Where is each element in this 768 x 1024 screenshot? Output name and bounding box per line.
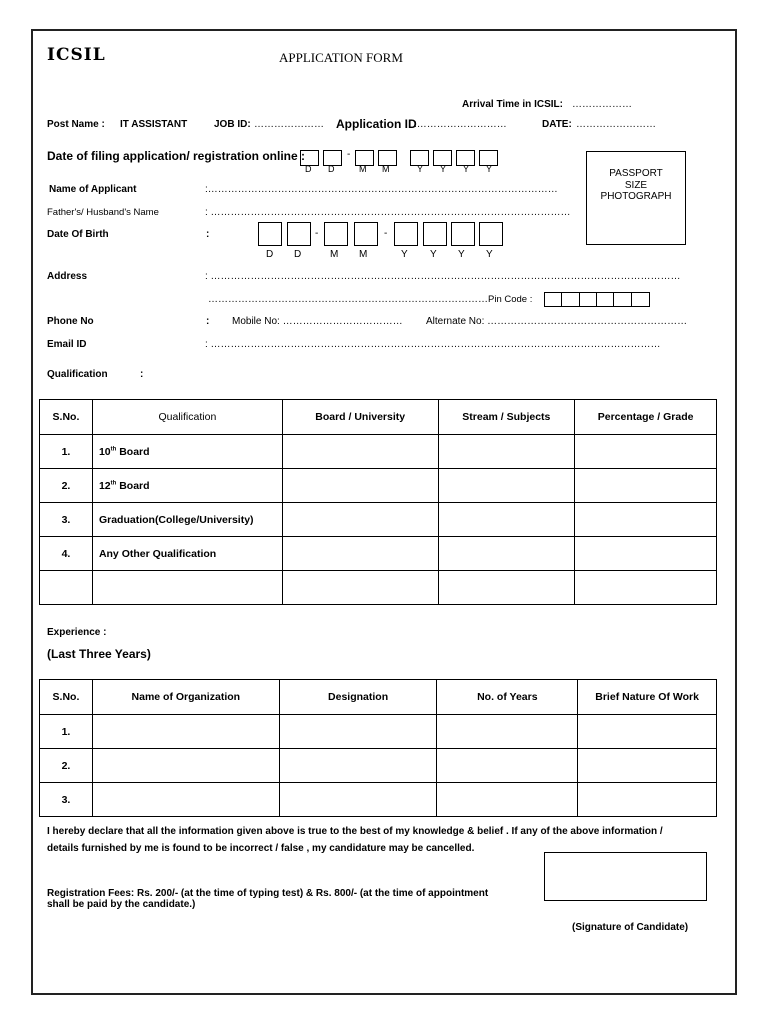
dob-year-hint-4: Y (486, 249, 493, 260)
qual-sno: 4. (40, 537, 93, 571)
photo-label-3: PHOTOGRAPH (600, 191, 672, 202)
table-row (40, 749, 717, 783)
qual-grade-cell[interactable] (575, 435, 717, 469)
date-field[interactable]: …………………… (576, 119, 656, 130)
exp-designation-cell[interactable] (279, 715, 437, 749)
photo-label-2: SIZE (624, 180, 648, 191)
exp-designation-cell[interactable] (279, 783, 437, 817)
dob-month-hint-2: M (359, 249, 368, 260)
exp-sno: 3. (40, 783, 93, 817)
qual-grade-cell[interactable] (575, 571, 717, 605)
dob-month-box-2[interactable] (354, 222, 378, 246)
exp-header-designation: Designation (279, 680, 437, 715)
filing-year-hint-3: Y (463, 164, 470, 174)
dob-dash-2: - (384, 228, 388, 239)
qual-name-sup: th (110, 446, 117, 452)
mobile-field[interactable]: Mobile No: ……………………………… (232, 316, 403, 327)
qual-sno: 1. (40, 435, 93, 469)
filing-month-hint-2: M (382, 164, 390, 174)
alternate-field[interactable]: Alternate No: …………………………………………………… (426, 316, 688, 327)
qualification-colon: : (140, 369, 144, 380)
table-row (40, 783, 717, 817)
dob-year-hint-1: Y (401, 249, 408, 260)
dob-day-hint-1: D (266, 249, 274, 260)
dob-year-hint-3: Y (458, 249, 465, 260)
photo-label-1: PASSPORT (609, 168, 663, 179)
exp-sno: 2. (40, 749, 93, 783)
email-label: Email ID (47, 339, 87, 350)
qual-header-sno: S.No. (40, 400, 93, 435)
email-field[interactable]: : ……………………………………………………………………………………………………………………… (205, 339, 661, 350)
dob-day-box-2[interactable] (287, 222, 311, 246)
exp-header-work: Brief Nature Of Work (578, 680, 717, 715)
qual-name (92, 503, 282, 537)
qual-header-board: Board / University (282, 400, 438, 435)
exp-header-years: No. of Years (437, 680, 578, 715)
signature-box[interactable] (544, 852, 707, 901)
exp-work-cell[interactable] (578, 783, 717, 817)
exp-work-cell[interactable] (578, 715, 717, 749)
qual-name-text: Graduation(College/University) (98, 513, 254, 526)
filing-year-hint-4: Y (486, 164, 493, 174)
fees-line-1: Registration Fees: Rs. 200/- (at the time of typing test) & Rs. 800/- (at the time of appointment (47, 888, 489, 899)
table-row (40, 537, 717, 571)
exp-org-cell[interactable] (92, 715, 279, 749)
qual-sno: 2. (40, 469, 93, 503)
qual-board-cell[interactable] (282, 503, 438, 537)
table-row (40, 503, 717, 537)
filing-dash-1: - (347, 149, 351, 160)
exp-work-cell[interactable] (578, 749, 717, 783)
qual-header-stream: Stream / Subjects (438, 400, 575, 435)
phone-colon: : (206, 316, 210, 327)
filing-year-hint-2: Y (440, 164, 447, 174)
address-label: Address (47, 271, 88, 282)
qual-grade-cell[interactable] (575, 469, 717, 503)
applicant-name-label: Name of Applicant (49, 184, 137, 195)
dob-year-box-2[interactable] (423, 222, 447, 246)
dob-year-box-3[interactable] (451, 222, 475, 246)
qual-name-suffix: Board (116, 479, 150, 492)
dob-dash-1: - (315, 228, 319, 239)
qual-stream-cell[interactable] (438, 503, 575, 537)
qual-name-suffix: Board (116, 445, 150, 458)
qualification-header-row (40, 400, 717, 435)
dob-month-box-1[interactable] (324, 222, 348, 246)
job-id-field[interactable]: ………………… (254, 119, 324, 130)
father-name-field[interactable]: : ……………………………………………………………………………………………… (205, 207, 571, 218)
qual-sno: 3. (40, 503, 93, 537)
exp-years-cell[interactable] (437, 715, 578, 749)
qual-name (92, 537, 282, 571)
dob-label: Date Of Birth (47, 229, 109, 240)
qual-grade-cell[interactable] (575, 503, 717, 537)
table-row (40, 469, 717, 503)
qual-header-percentage: Percentage / Grade (575, 400, 717, 435)
qual-board-cell[interactable] (282, 435, 438, 469)
qual-stream-cell[interactable] (438, 537, 575, 571)
page-title: APPLICATION FORM (279, 50, 403, 65)
experience-header-row (40, 680, 717, 715)
qual-grade-cell[interactable] (575, 537, 717, 571)
address-field-2[interactable]: ………………………………………………………………………… (208, 294, 488, 305)
logo: ICSIL (47, 45, 106, 65)
qual-board-cell[interactable] (282, 469, 438, 503)
declaration-line-2: details furnished by me is found to be incorrect / false , my candidature may be cancelled. (47, 843, 475, 854)
experience-subtitle: (Last Three Years) (47, 647, 151, 661)
exp-years-cell[interactable] (437, 749, 578, 783)
filing-day-hint-1: D (305, 164, 312, 174)
post-label: Post Name : (47, 119, 105, 130)
dob-day-hint-2: D (294, 249, 302, 260)
application-id-field[interactable]: :……………………… (414, 119, 507, 130)
qual-stream-cell[interactable] (438, 469, 575, 503)
filing-year-hint-1: Y (417, 164, 424, 174)
table-row (40, 715, 717, 749)
qual-name[interactable] (92, 571, 282, 605)
table-row (40, 435, 717, 469)
exp-sno: 1. (40, 715, 93, 749)
qual-name-text: Any Other Qualification (98, 547, 217, 560)
qual-sno[interactable] (40, 571, 93, 605)
qual-header-qualification: Qualification (92, 400, 282, 435)
qualification-label: Qualification (47, 369, 108, 380)
dob-month-hint-1: M (330, 249, 339, 260)
post-value: IT ASSISTANT (120, 119, 188, 130)
job-id-label: JOB ID: (214, 119, 251, 130)
qual-name-text: 10 (98, 445, 111, 458)
filing-month-hint-1: M (359, 164, 367, 174)
declaration-line-1: I hereby declare that all the information given above is true to the best of my knowledge & belief . If any of the above information / (47, 826, 663, 837)
exp-years-cell[interactable] (437, 783, 578, 817)
filing-date-label: Date of filing application/ registration online : (47, 149, 306, 163)
fees-line-2: shall be paid by the candidate.) (47, 899, 196, 910)
father-name-label: Father's/ Husband's Name (47, 207, 159, 218)
qual-name-sup: th (110, 480, 117, 486)
experience-table (39, 679, 717, 817)
dob-year-hint-2: Y (430, 249, 437, 260)
dob-day-box-1[interactable] (258, 222, 282, 246)
arrival-field[interactable]: ……………… (572, 99, 632, 110)
exp-org-cell[interactable] (92, 749, 279, 783)
dob-colon: : (206, 229, 210, 240)
exp-org-cell[interactable] (92, 783, 279, 817)
pin-code-boxes[interactable] (544, 292, 650, 307)
qual-board-cell[interactable] (282, 537, 438, 571)
qual-name (92, 469, 282, 503)
applicant-name-field[interactable]: :…………………………………………………………………………………………… (205, 184, 558, 195)
pin-code-label: Pin Code : (488, 294, 533, 305)
application-id-label: Application ID (336, 117, 417, 131)
date-label: DATE: (542, 119, 572, 130)
dob-year-box-4[interactable] (479, 222, 503, 246)
filing-day-hint-2: D (328, 164, 335, 174)
qual-name (92, 435, 282, 469)
qual-stream-cell[interactable] (438, 571, 575, 605)
signature-label: (Signature of Candidate) (572, 922, 689, 933)
qual-stream-cell[interactable] (438, 435, 575, 469)
exp-header-organization: Name of Organization (92, 680, 279, 715)
qual-board-cell[interactable] (282, 571, 438, 605)
experience-label: Experience : (47, 627, 107, 638)
dob-year-box-1[interactable] (394, 222, 418, 246)
table-row (40, 571, 717, 605)
address-field-1[interactable]: : …………………………………………………………………………………………………………………………… (205, 271, 681, 282)
exp-designation-cell[interactable] (279, 749, 437, 783)
qual-name-text: 12 (98, 479, 111, 492)
qualification-table (39, 399, 717, 605)
phone-label: Phone No (47, 316, 94, 327)
arrival-label: Arrival Time in ICSIL: (462, 99, 563, 110)
exp-header-sno: S.No. (40, 680, 93, 715)
